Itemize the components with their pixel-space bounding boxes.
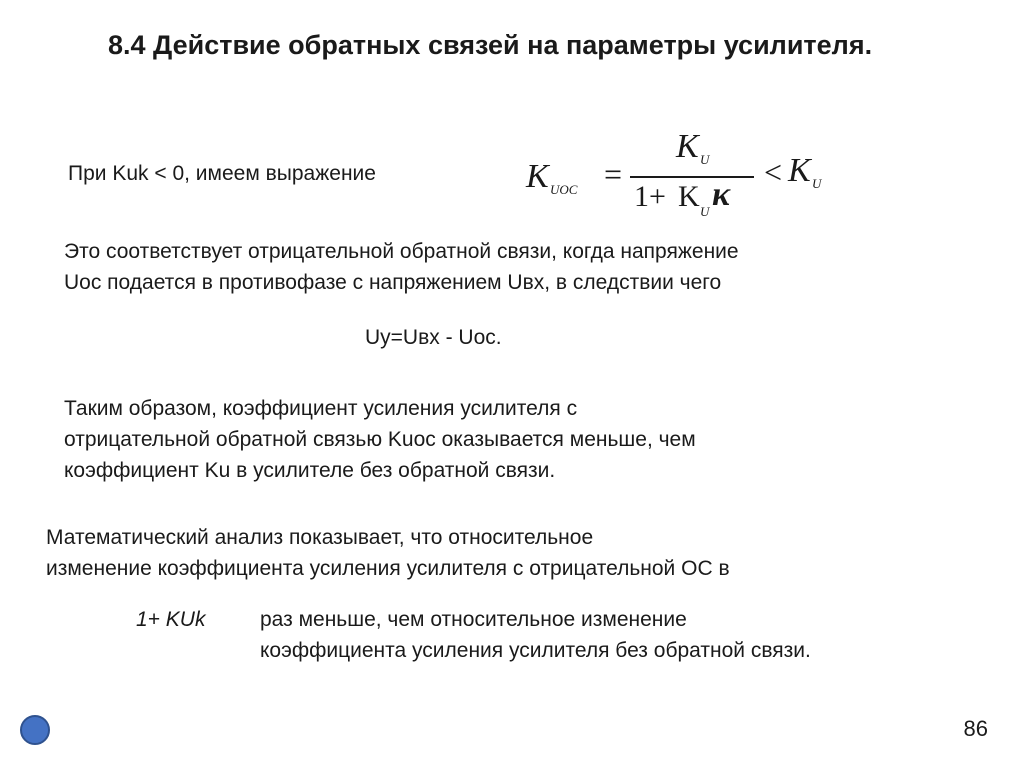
voltage-equation: Uу=Uвх - Uос. <box>365 326 502 349</box>
formula-rhs-sub: U <box>812 176 822 191</box>
paragraph-4-line-2: коэффициента усиления усилителя без обратной связи. <box>260 639 811 662</box>
intro-text: При Kuk < 0, имеем выражение <box>68 162 376 185</box>
formula-less-than: < <box>764 154 783 190</box>
reduction-factor: 1+ KUk <box>136 608 206 631</box>
slide-nav-button[interactable] <box>20 715 50 745</box>
formula-kappa: κ <box>712 176 731 213</box>
fraction-bar <box>630 176 754 178</box>
formula-numerator-sub: U <box>700 152 710 167</box>
paragraph-2-line-2: отрицательной обратной связью Kuос оказывается меньше, чем <box>64 428 696 451</box>
paragraph-1-line-2: Uос подается в противофазе с напряжением Uвх, в следствии чего <box>64 271 722 294</box>
paragraph-2 <box>64 393 696 486</box>
formula-denominator-k-sub: U <box>700 204 710 219</box>
paragraph-3-line-1: Математический анализ показывает, что относительное <box>46 526 594 549</box>
paragraph-3 <box>46 522 730 584</box>
paragraph-1-line-1: Это соответствует отрицательной обратной связи, когда напряжение <box>64 240 739 263</box>
paragraph-3-line-2: изменение коэффициента усиления усилителя с отрицательной ОС в <box>46 557 730 580</box>
formula-numerator: K <box>676 128 699 165</box>
formula-rhs: K <box>788 152 811 189</box>
page-number: 86 <box>963 716 988 741</box>
formula-lhs: K <box>526 158 549 195</box>
formula-equals: = <box>604 156 623 192</box>
paragraph-2-line-3: коэффициент Ku в усилителе без обратной связи. <box>64 459 556 482</box>
paragraph-4-line-1: раз меньше, чем относительное изменение <box>260 608 687 631</box>
slide-title: 8.4 Действие обратных связей на параметры усилителя. <box>108 30 873 60</box>
formula-denominator-k: K <box>678 180 700 213</box>
formula-denominator-one: 1+ <box>634 180 666 213</box>
paragraph-4 <box>260 604 811 666</box>
paragraph-2-line-1: Таким образом, коэффициент усиления усилителя с <box>64 397 578 420</box>
feedback-gain-formula <box>526 128 856 219</box>
paragraph-1 <box>64 236 739 298</box>
formula-lhs-sub: UOC <box>550 182 578 197</box>
